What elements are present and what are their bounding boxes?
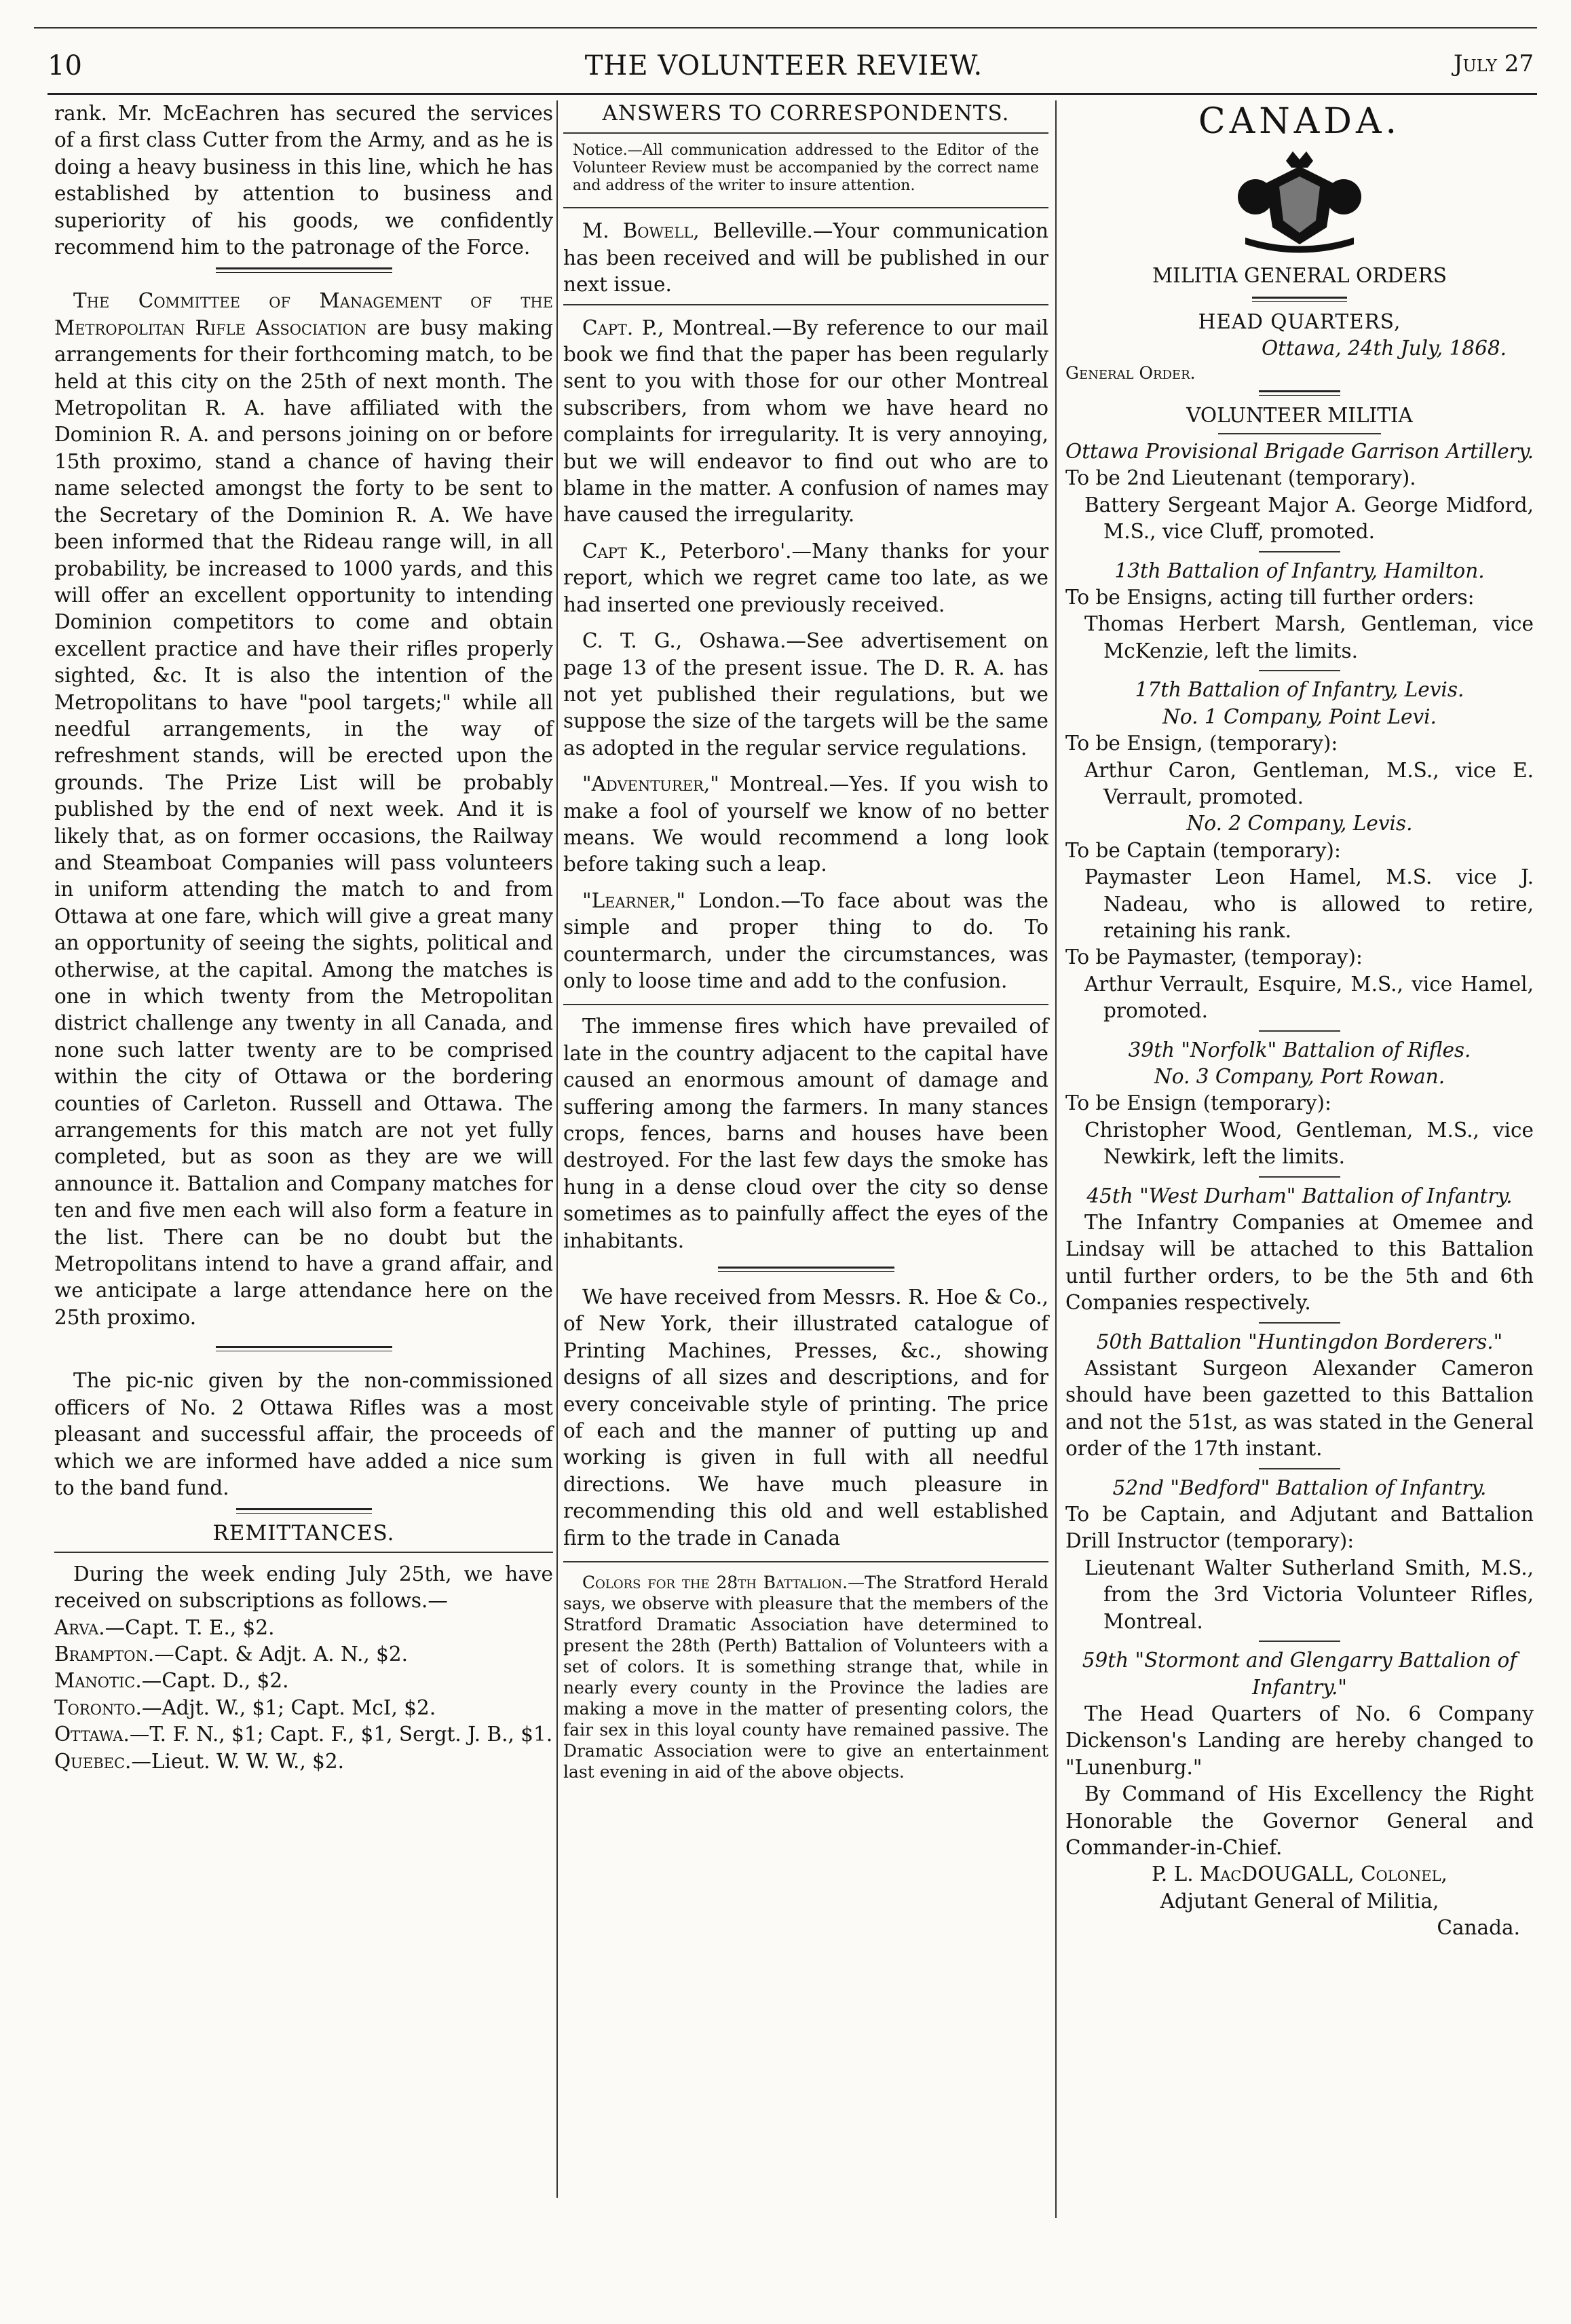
command-line: By Command of His Excellency the Right Honorable the Governor General and Commander-in-Chief. [1065, 1782, 1534, 1859]
column-2 [563, 100, 1048, 1782]
battalion-heading: 17th Battalion of Infantry, Levis. [1135, 678, 1464, 702]
notice-text: Notice.—All communication addressed to the Editor of the Volunteer Review must be accompanied by the correct name and address of the writer to insure attention. [573, 142, 1039, 195]
article-paragraph [54, 288, 553, 1331]
list-item: Toronto.—Adjt. W., $1; Capt. McI, $2. [54, 1695, 436, 1719]
list-item: Brampton.—Capt. & Adjt. A. N., $2. [54, 1642, 409, 1666]
answer-entry: Capt. P., Montreal.—By reference to our mail book we find that the paper has been regularly sent to you with those for our other Montreal subscribers, from whom we have heard no complaints for irregularity. It is very annoying, but we will endeavor to find out who are to blame in the matter. A confusion of names may have caused the irregularity. [563, 316, 1048, 527]
battalion-heading: 45th "West Durham" Battalion of Infantry. [1086, 1184, 1513, 1207]
article-paragraph: The immense fires which have prevailed of late in the country adjacent to the capital have caused an enormous amount of damage and suffering among the farmers. In many stances crops, fences, barns and houses have been destroyed. For the last few days the smoke has hung in a dense cloud over the city so dense sometimes as to painfully affect the eyes of the inhabitants. [563, 1015, 1048, 1252]
order-line: Arthur Verrault, Esquire, M.S., vice Hamel, promoted. [1084, 972, 1534, 1023]
order-line: Arthur Caron, Gentleman, M.S., vice E. Verrault, promoted. [1084, 758, 1534, 808]
divider [1259, 1641, 1340, 1642]
battalion-heading: 39th "Norfolk" Battalion of Rifles. [1128, 1038, 1471, 1062]
divider [1259, 1030, 1340, 1032]
order-line: To be Captain (temporary): [1065, 838, 1341, 862]
divider [1259, 1176, 1340, 1178]
battalion-heading: 52nd "Bedford" Battalion of Infantry. [1112, 1476, 1487, 1499]
battalion-heading: Ottawa Provisional Brigade Garrison Artillery. [1065, 440, 1534, 464]
order-paragraph: The Head Quarters of No. 6 Company Dickenson's Landing are hereby changed to "Lunenburg." [1065, 1702, 1534, 1779]
signer-title: Adjutant General of Militia, [1160, 1889, 1439, 1913]
company-heading: No. 3 Company, Port Rowan. [1154, 1064, 1445, 1088]
order-line: Lieutenant Walter Sutherland Smith, M.S., from the 3rd Victoria Volunteer Rifles, Montreal. [1084, 1556, 1534, 1633]
company-heading: No. 1 Company, Point Levi. [1162, 705, 1437, 728]
general-order-label: General Order. [1065, 362, 1196, 383]
signer-country: Canada. [1437, 1916, 1520, 1940]
section-rule [1259, 390, 1340, 396]
top-border-rule [34, 27, 1537, 29]
section-rule [1252, 297, 1347, 302]
colors-heading: Colors for the 28th Battalion. [582, 1573, 848, 1593]
order-line: To be Ensigns, acting till further orders: [1065, 586, 1475, 610]
divider [1259, 1468, 1340, 1469]
publication-title: THE VOLUNTEER REVIEW. [584, 50, 983, 81]
issue-date: July 27 [1453, 50, 1534, 77]
header-rule [48, 93, 1537, 95]
order-paragraph: Assistant Surgeon Alexander Cameron should have been gazetted to this Battalion and not the 51st, as was stated in the General order of the 17th instant. [1065, 1357, 1534, 1461]
battalion-heading: 13th Battalion of Infantry, Hamilton. [1114, 559, 1485, 582]
battalion-heading: 50th Battalion "Huntingdon Borderers." [1096, 1330, 1503, 1353]
section-rule [216, 1346, 392, 1351]
page-number: 10 [48, 50, 82, 81]
correspondents-title: ANSWERS TO CORRESPONDENTS. [602, 101, 1010, 126]
order-paragraph: The Infantry Companies at Omemee and Lindsay will be attached to this Battalion until further orders, to be the 5th and 6th Companies respectively. [1065, 1211, 1534, 1315]
order-line: Paymaster Leon Hamel, M.S. vice J. Nadeau, who is allowed to retire, retaining his rank. [1084, 865, 1534, 942]
list-item: Ottawa.—T. F. N., $1; Capt. F., $1, Sergt. J. B., $1. [54, 1723, 553, 1746]
head-quarters: HEAD QUARTERS, [1198, 310, 1401, 333]
order-line: To be Paymaster, (temporay): [1065, 945, 1363, 969]
remittances-title: REMITTANCES. [212, 1521, 395, 1546]
list-item: Manotic.—Capt. D., $2. [54, 1669, 289, 1693]
divider [1259, 670, 1340, 671]
volunteer-militia-title: VOLUNTEER MILITIA [1186, 403, 1413, 427]
order-line: Thomas Herbert Marsh, Gentleman, vice McKenzie, left the limits. [1084, 612, 1534, 662]
lead-word: The [73, 289, 110, 313]
orders-title: MILITIA GENERAL ORDERS [1152, 264, 1447, 288]
article-paragraph [563, 1572, 1048, 1782]
title-underline [54, 1552, 553, 1553]
order-line: To be Ensign, (temporary): [1065, 732, 1338, 755]
signer-name: P. L. MacDOUGALL, Colonel, [1152, 1862, 1447, 1886]
page-header [34, 34, 1534, 102]
divider [563, 207, 1048, 208]
answer-entry: M. Bowell, Belleville.—Your communication has been received and will be published in our next issue. [563, 219, 1048, 297]
paragraph-body: are busy making arrangements for their forthcoming match, to be held at this city on the 25th of next month. The Metropolitan R. A. have affiliated with the Dominion R. A. and persons joining on or before 15th proximo, stand a chance of having their name selected amongst the forty to be sent to the Secretary of the Dominion R. A. We have been informed that the Rideau range will, in all probability, be increased to 1000 yards, and this will offer an excellent opportunity to intending Dominion competitors to come and obtain excellent practice and have their rifles properly sighted, &c. It is also the intention of the Metropolitans to have "pool targets;" while all needful arrangements, in the way of refreshment stands, will be erected upon the grounds. The Prize List will be probably published by the end of next week. And it is likely that, as on former occasions, the Railway and Steamboat Companies will pass volunteers in uniform attending the match to and from Ottawa at one fare, which will give a great many an opportunity of seeing the sights, political and otherwise, at the capital. Among the matches is one in which twenty from the Metropolitan district challenge any twenty in all Canada, and none such latter twenty are to be comprised within the city of Ottawa or the bordering counties of Carleton. Russell and Ottawa. The arrangements for this match are not yet fully completed, but as soon as they are we will announce it. Battalion and Company matches for ten and five men each will also form a feature in the list. There can be no doubt but the Metropolitans intend to have a grand affair, and we anticipate a large attendance here on the 25th proximo. [54, 316, 553, 1329]
list-item: Quebec.—Lieut. W. W. W., $2. [54, 1749, 345, 1773]
answer-entry: "Learner," London.—To face about was the simple and proper thing to do. To countermarch, under the circumstances, was only to loose time and add to the confusion. [563, 888, 1048, 992]
list-item: Arva.—Capt. T. E., $2. [54, 1615, 275, 1639]
company-heading: No. 2 Company, Levis. [1186, 812, 1413, 836]
place-date: Ottawa, 24th July, 1868. [1261, 337, 1507, 360]
section-rule [216, 267, 392, 273]
order-line: To be Ensign (temporary): [1065, 1091, 1331, 1115]
divider [1259, 1322, 1340, 1324]
section-rule [718, 1267, 894, 1272]
battalion-heading: 59th "Stormont and Glengarry Battalion of Infantry." [1082, 1649, 1517, 1699]
association-name: Committee of Management of the Metropolitan Rifle Association [54, 289, 553, 339]
order-line: Christopher Wood, Gentleman, M.S., vice Newkirk, left the limits. [1084, 1118, 1534, 1169]
order-line: To be Captain, and Adjutant and Battalion Drill Instructor (temporary): [1065, 1503, 1534, 1553]
divider [1259, 551, 1340, 552]
divider [1218, 433, 1381, 434]
paragraph-body: —The Stratford Herald says, we observe with pleasure that the members of the Stratford Dramatic Association have determined to present the 28th (Perth) Battalion of Volunteers with a set of colors. It is something strange that, while in nearly every county in the Province the ladies are making a move in the matter of presenting colors, the fair sex in this loyal county have remained passive. The Dramatic Association were to give an entertainment last evening in aid of the above objects. [563, 1573, 1048, 1782]
coat-of-arms-icon [1232, 146, 1367, 255]
column-1 [54, 100, 553, 1775]
canada-heading: CANADA. [1198, 101, 1401, 142]
article-paragraph: rank. Mr. McEachren has secured the services of a first class Cutter from the Army, and as he is doing a heavy business in this line, which he has established by attention to business and superiority of his goods, we confidently recommend him to the patronage of the Force. [54, 102, 553, 259]
divider [563, 304, 1048, 305]
order-line: To be 2nd Lieutenant (temporary). [1065, 466, 1416, 490]
divider [563, 1561, 1048, 1562]
section-rule [236, 1508, 372, 1514]
column-3 [1065, 100, 1534, 1942]
divider [563, 1004, 1048, 1005]
article-paragraph: We have received from Messrs. R. Hoe & Co., of New York, their illustrated catalogue of Printing Machines, Presses, &c., showing designs of all sizes and descriptions, and for every conceivable style of printing. The price of each and the manner of putting up and working is given in full with all needful directions. We have much pleasure in recommending this old and well established firm to the trade in Canada [563, 1286, 1048, 1550]
column-divider [1055, 100, 1057, 2218]
answer-entry: "Adventurer," Montreal.—Yes. If you wish to make a fool of yourself we know of no better means. We would recommend a long look before taking such a leap. [563, 772, 1048, 876]
answer-entry: Capt K., Peterboro'.—Many thanks for your report, which we regret came too late, as we had inserted one previously received. [563, 539, 1049, 616]
answer-entry: C. T. G., Oshawa.—See advertisement on page 13 of the present issue. The D. R. A. has not yet published their regulations, but we suppose the size of the targets will be the same as adopted in the regular service regulations. [563, 629, 1048, 760]
article-paragraph: The pic-nic given by the non-commissioned officers of No. 2 Ottawa Rifles was a most pleasant and successful affair, the proceeds of which we are informed have added a nice sum to the band fund. [54, 1369, 553, 1499]
column-divider [556, 100, 558, 2198]
order-line: Battery Sergeant Major A. George Midford, M.S., vice Cluff, promoted. [1084, 493, 1534, 544]
remittances-intro: During the week ending July 25th, we have received on subscriptions as follows.— [54, 1562, 553, 1613]
title-underline [563, 132, 1048, 134]
remittances-list [54, 1615, 553, 1775]
